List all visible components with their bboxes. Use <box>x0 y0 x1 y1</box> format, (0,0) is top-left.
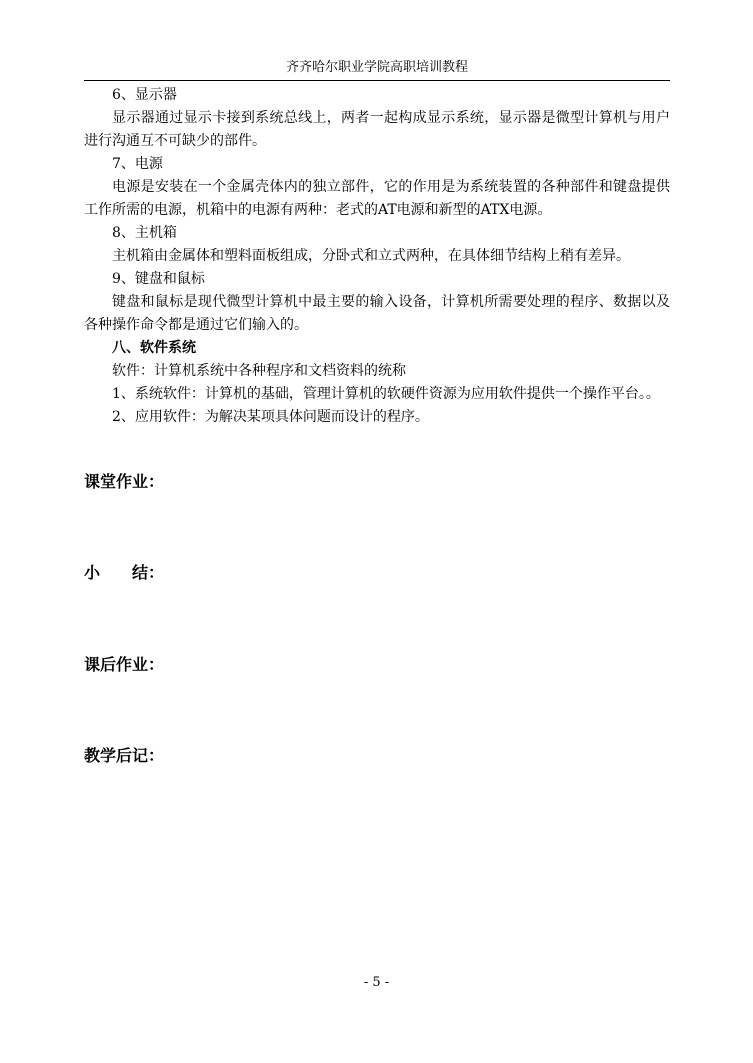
section-class-homework: 课堂作业： <box>84 472 165 491</box>
page-header: 齐齐哈尔职业学院高职培训教程 <box>84 60 670 81</box>
paragraph-keyboard-mouse: 键盘和鼠标是现代微型计算机中最主要的输入设备，计算机所需要处理的程序、数据以及各种操作命令都是通过它们输入的。 <box>84 294 670 333</box>
heading-software-system: 八、软件系统 <box>112 340 196 356</box>
heading-power: 7、电源 <box>112 156 163 172</box>
paragraph-software-definition: 软件：计算机系统中各种程序和文档资料的统称 <box>112 363 406 379</box>
body-text <box>84 84 670 429</box>
page-number: - 5 - <box>363 975 390 990</box>
section-after-class-homework: 课后作业： <box>84 655 165 674</box>
heading-case: 8、主机箱 <box>112 225 177 241</box>
paragraph-monitor: 显示器通过显示卡接到系统总线上，两者一起构成显示系统，显示器是微型计算机与用户进行沟通互不可缺少的部件。 <box>84 110 670 149</box>
heading-monitor: 6、显示器 <box>112 87 177 103</box>
paragraph-power: 电源是安装在一个金属壳体内的独立部件，它的作用是为系统装置的各种部件和键盘提供工作所需的电源，机箱中的电源有两种：老式的AT电源和新型的ATX电源。 <box>84 179 670 218</box>
paragraph-application-software: 2、应用软件：为解决某项具体问题而设计的程序。 <box>112 409 429 425</box>
heading-keyboard-mouse: 9、键盘和鼠标 <box>112 271 205 287</box>
paragraph-system-software: 1、系统软件：计算机的基础，管理计算机的软硬件资源为应用软件提供一个操作平台。。 <box>112 386 660 402</box>
section-summary: 小 结： <box>84 563 165 582</box>
paragraph-case: 主机箱由金属体和塑料面板组成，分卧式和立式两种，在具体细节结构上稍有差异。 <box>112 248 630 264</box>
section-teaching-notes: 教学后记： <box>84 746 165 765</box>
